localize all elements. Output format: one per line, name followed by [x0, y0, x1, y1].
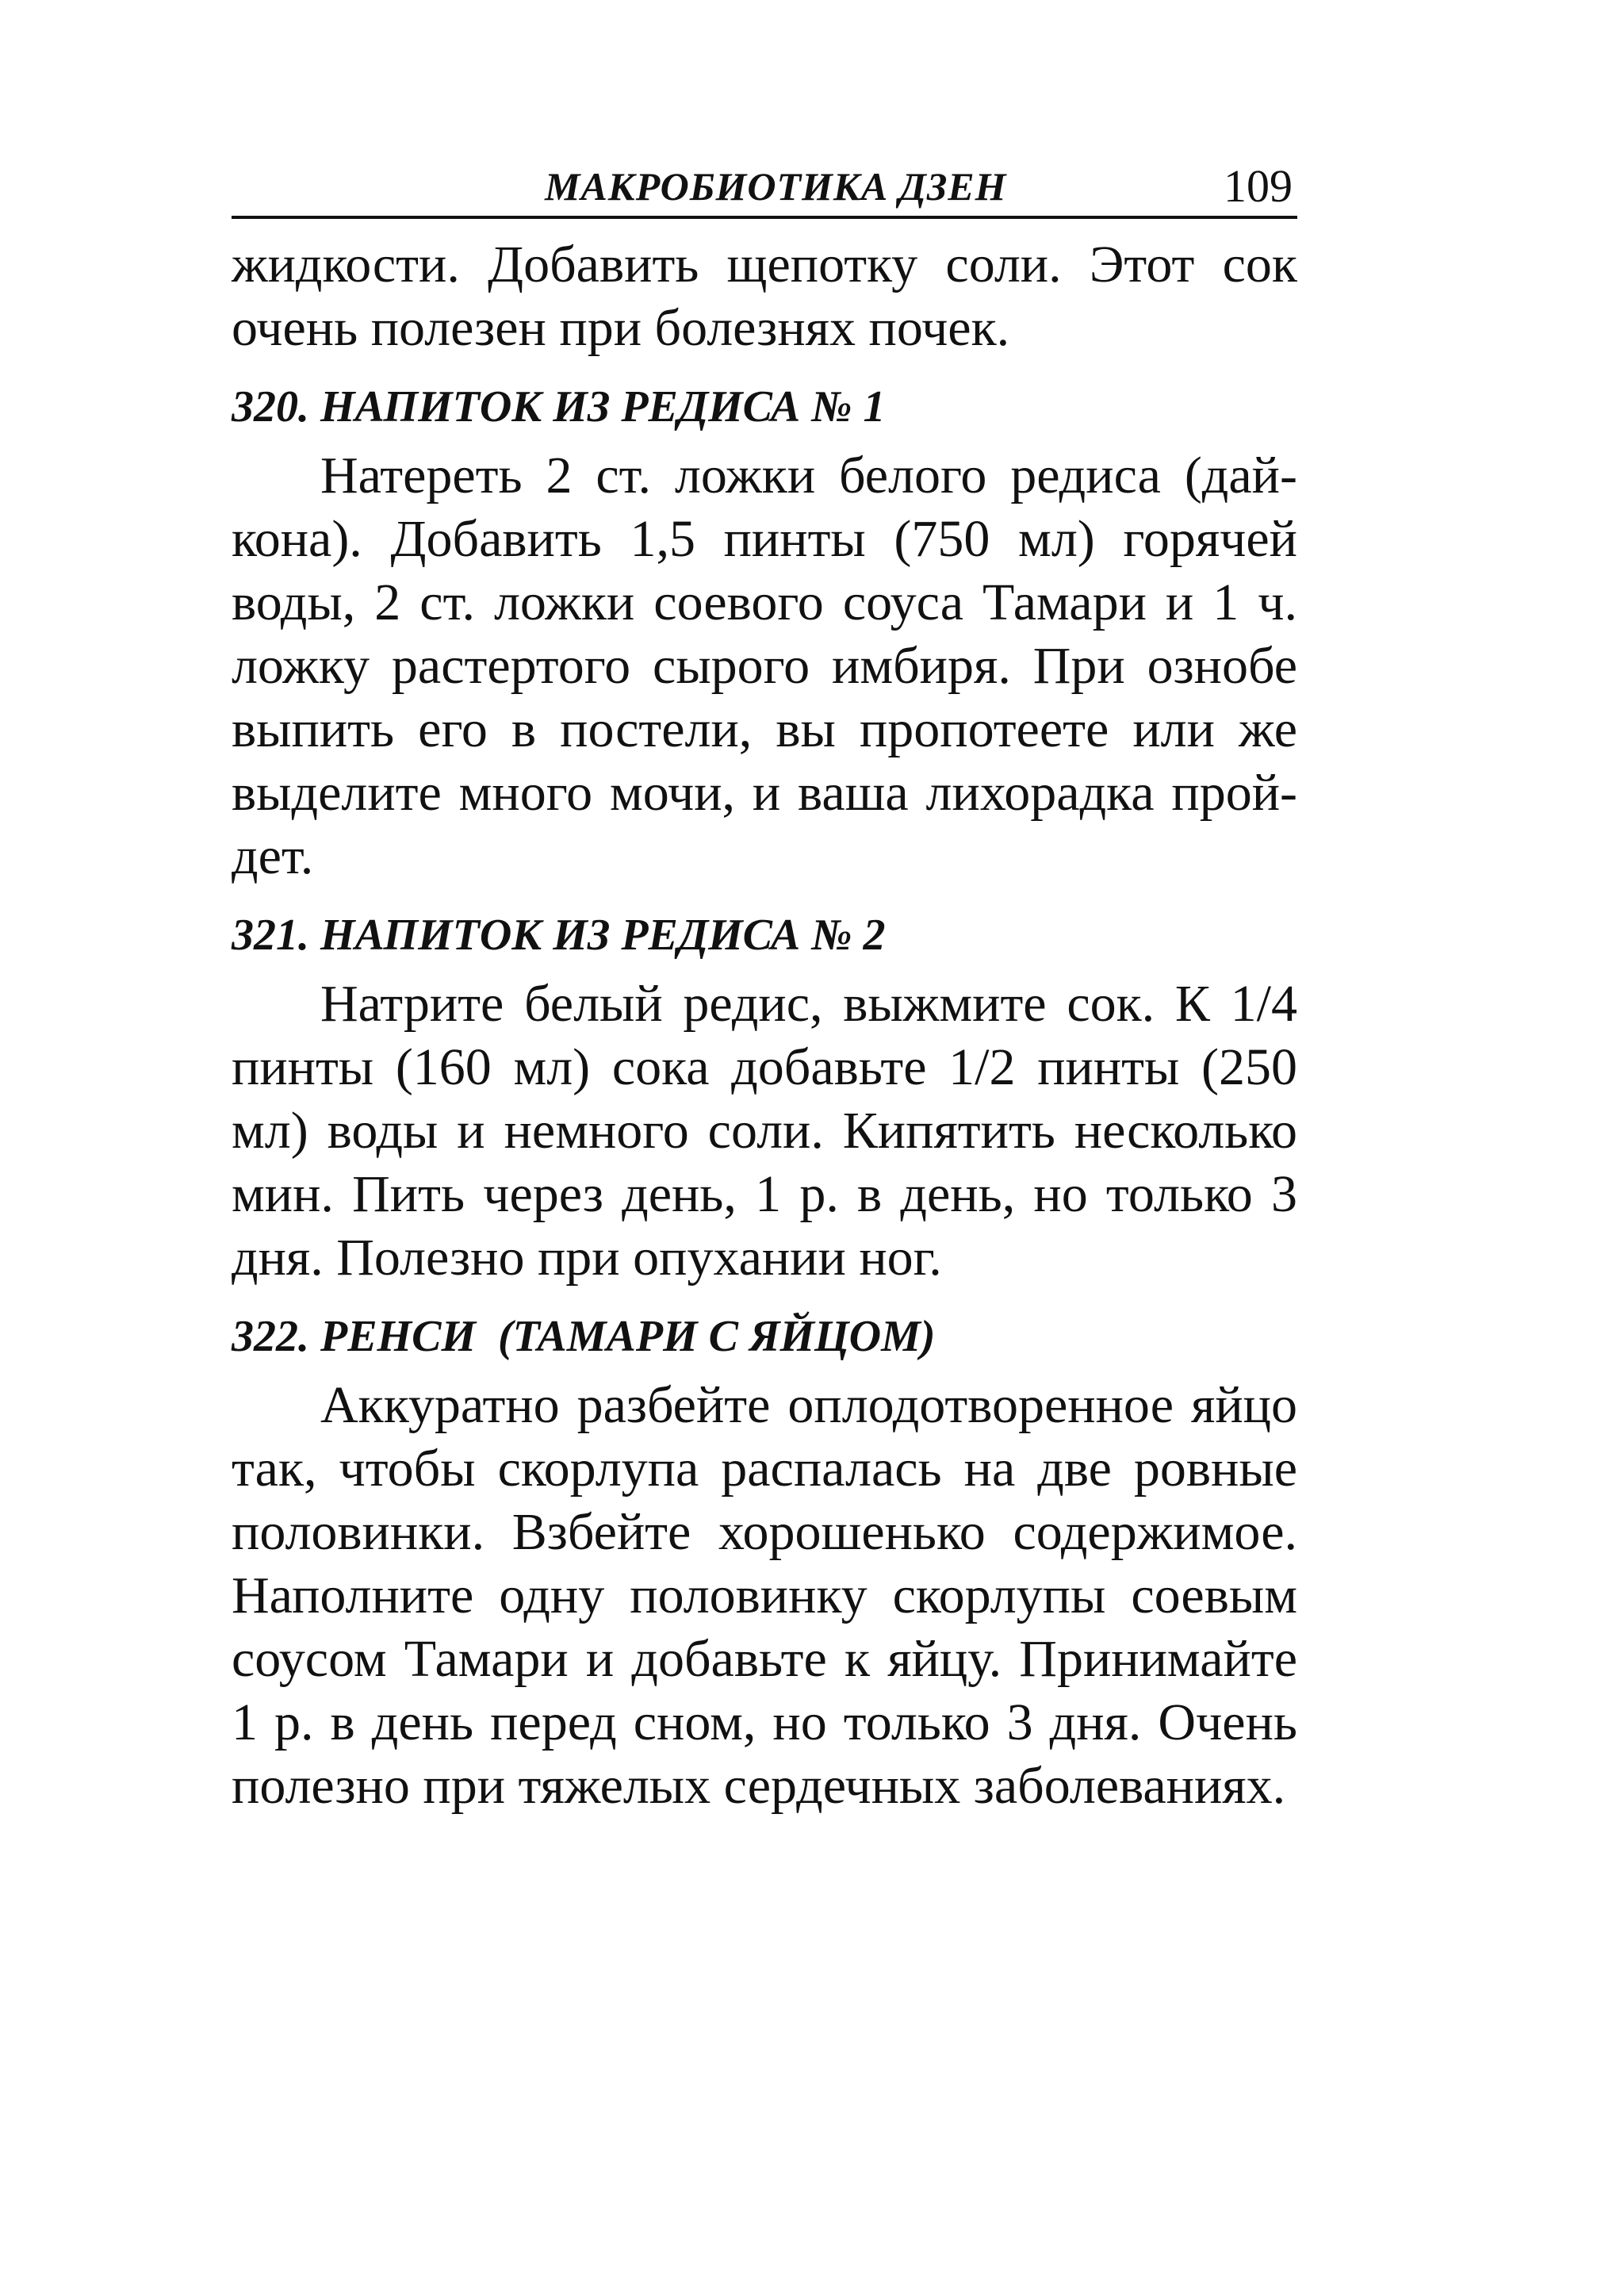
recipe-text-320: Натереть 2 ст. ложки белого редиса (дайкона). Добавить 1,5 пинты (750 мл) горячей воды, 2 ст. ложки соевого соуса Тамари и 1 ч. ложку растертого сырого имбиря. При ознобе выпить его в постели, вы пропотеете или же выделите много мочи, и ваша лихорадка пройдет. [232, 447, 1297, 885]
recipe-heading-320: 320. НАПИТОК ИЗ РЕДИСА № 1 [232, 382, 886, 431]
book-page [232, 159, 1297, 1818]
continuation-paragraph: жидкости. Добавить щепотку соли. Этот сок очень полезен при болезнях почек. [232, 236, 1297, 357]
running-title: МАКРОБИОТИКА ДЗЕН [545, 164, 1007, 209]
recipe-text-322: Аккуратно разбейте оплодотворенное яйцо так, чтобы скорлупа распалась на две ровные половинки. Взбейте хорошенько содержимое. Наполните одну половинку скорлупы соевым соусом Тамари и добавьте к яйцу. Принимайте 1 р. в день перед сном, но только 3 дня. Очень полезно при тяжелых сердечных заболеваниях. [232, 1376, 1297, 1815]
recipe-text-321: Натрите белый редис, выжмите сок. К 1/4 пинты (160 мл) сока добавьте 1/2 пинты (250 мл) воды и немного соли. Кипятить несколько мин. Пить через день, 1 р. в день, но только 3 дня. Полезно при опухании ног. [232, 975, 1297, 1287]
recipe-heading-321: 321. НАПИТОК ИЗ РЕДИСА № 2 [232, 911, 886, 960]
recipe-heading-322: 322. РЕНСИ (ТАМАРИ С ЯЙЦОМ) [232, 1312, 936, 1361]
page-number: 109 [1224, 160, 1293, 212]
running-header [232, 159, 1297, 219]
